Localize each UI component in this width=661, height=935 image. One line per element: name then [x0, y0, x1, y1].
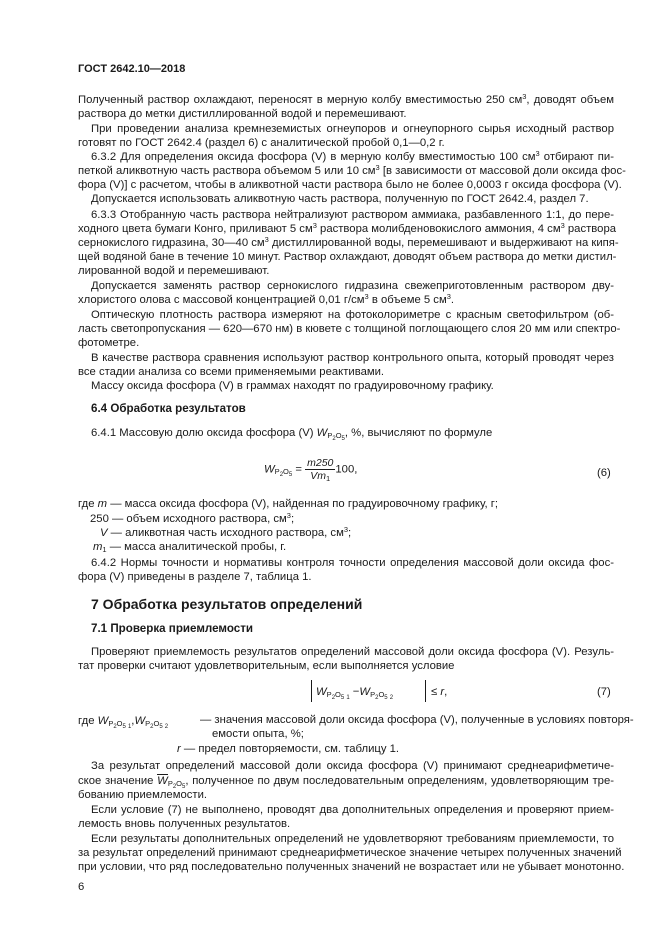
definition-line: $m_1$ — масса аналитической пробы, г.	[93, 541, 287, 554]
abs-bar-right	[425, 680, 426, 702]
paragraph-line: раствора до метки дистиллированной водой и перемешивают.	[78, 108, 407, 120]
paragraph-line: лемость вновь полученных результатов.	[78, 818, 291, 830]
definition-line: где m — масса оксида фосфора (V), найденная по градуировочному графику, г;	[78, 498, 499, 510]
formula-6: $W_{P_2O_5}$ = $\frac{m250}{Vm_1}$ 100,	[264, 457, 358, 483]
definition-line: V — аликвотная часть исходного раствора, $см^3$;	[100, 525, 352, 539]
paragraph-line: 6.3.3 Отобранную часть раствора нейтрализуют раствором аммиака, разбавленного 1:1, до пере-	[91, 209, 614, 221]
abs-bar-left	[311, 680, 312, 702]
definition-line: 250 — объем исходного раствора, $см^3$;	[90, 511, 295, 525]
paragraph-line: фора (V)] с расчетом, чтобы в аликвотной части раствора было не более 0,0003 г оксида фосфора (V).	[78, 179, 622, 191]
paragraph-line: Проверяют приемлемость результатов определений массовой доли оксида фосфора (V). Резуль-	[91, 646, 614, 658]
paragraph-line: щей водяной бане в течение 10 минут. Раствор охлаждают, доводят объем раствора до метки дистил-	[78, 251, 617, 263]
paragraph-line: Если условие (7) не выполнено, проводят два дополнительных определения и проверяют прием-	[91, 804, 614, 816]
paragraph-line: Допускается использовать аликвотную часть раствора, полученную по ГОСТ 2642.4, раздел 7.	[91, 193, 589, 205]
definition-line: r — предел повторяемости, см. таблицу 1.	[177, 743, 400, 755]
paragraph-line: 6.3.2 Для определения оксида фосфора (V) в мерную колбу вместимостью 100 $см^3$ отбирают пи-	[91, 149, 615, 163]
paragraph-line: ское значение $W_{P_2O_5}$, полученное по двум последовательным определениям, удовлетворяющим тре-	[78, 775, 615, 790]
paragraph-line: лированной водой и перемешивают.	[78, 265, 270, 277]
formula-7-rhs: ≤ r,	[431, 686, 448, 698]
paragraph-line: бованию приемлемости.	[78, 789, 208, 801]
paragraph-line: все стадии анализа со всеми применяемыми реактивами.	[78, 366, 385, 378]
paragraph-line: готовят по ГОСТ 2642.4 (раздел 6) с аналитической пробой 0,1—0,2 г.	[78, 137, 445, 149]
section-heading: 6.4 Обработка результатов	[91, 402, 246, 415]
paragraph-line: При проведении анализа кремнеземистых огнеупоров и огнеупорного сырья исходный раствор	[91, 123, 614, 135]
page-number: 6	[78, 881, 85, 893]
fraction: $\frac{m250}{Vm_1}$	[307, 457, 334, 483]
paragraph-line: Оптическую плотность раствора измеряют на фотоколориметре с красным светофильтром (об-	[91, 309, 614, 321]
paragraph-line: 6.4.2 Нормы точности и нормативы контроля точности определения массовой доли оксида фос-	[91, 557, 614, 569]
definition-line: емости опыта, %;	[212, 728, 304, 740]
paragraph-line: петкой аликвотную часть раствора объемом 5 или 10 $см^3$ [в зависимости от массовой доли оксида фос-	[78, 163, 626, 177]
paragraph-line: Если результаты дополнительных определений не удовлетворяют требованиям приемлемости, то	[91, 833, 614, 845]
paragraph-line: В качестве раствора сравнения используют раствор контрольного опыта, который проводят через	[91, 352, 614, 364]
paragraph-line: при условии, что ряд последовательно полученных значений не возрастает или не убывает монотонно.	[78, 861, 625, 873]
paragraph-line: хлористого олова с массовой концентрацией 0,01 $г/см^3$ в объеме 5 $см^3$.	[78, 292, 455, 306]
paragraph-line: тат проверки считают удовлетворительным, если выполняется условие	[78, 660, 455, 672]
paragraph-line: Массу оксида фосфора (V) в граммах находят по градуировочному графику.	[91, 380, 494, 392]
formula-7: $W_{P_2O_5 _1} -W_{P_2O_5 _2}$	[316, 686, 394, 701]
paragraph-line: Полученный раствор охлаждают, переносят в мерную колбу вместимостью 250 $см^3$, доводят объем	[78, 92, 614, 106]
paragraph-line: За результат определений массовой доли оксида фосфора (V) принимают среднеарифметиче-	[91, 760, 614, 772]
section-heading: 7 Обработка результатов определений	[91, 596, 363, 612]
paragraph-line: за результат определений принимают среднеарифметическое значение четырех полученных значений	[78, 847, 622, 859]
paragraph-line: 6.4.1 Массовую долю оксида фосфора (V) $W_{P_2O_5}$, %, вычисляют по формуле	[91, 427, 493, 442]
formula-number: (7)	[597, 686, 611, 698]
definition-line: — значения массовой доли оксида фосфора (V), полученные в условиях повторя-	[200, 714, 634, 726]
paragraph-line: ходного цвета бумаги Конго, приливают 5 $см^3$ раствора молибденовокислого аммония, 4 $см^3$ раствора	[78, 221, 617, 235]
paragraph-line: ласть светопропускания — 620—670 нм) в кювете с толщиной поглощающего слоя 20 мм или спектро-	[78, 323, 621, 335]
subsection-heading: 7.1 Проверка приемлемости	[91, 622, 254, 635]
formula-number: (6)	[597, 467, 611, 479]
paragraph-line: фора (V) приведены в разделе 7, таблица 1.	[78, 571, 312, 583]
paragraph-line: фотометре.	[78, 337, 140, 349]
document-header: ГОСТ 2642.10—2018	[78, 63, 186, 75]
definition-line: где $W_{P_2O_5 _1},W_{P_2O_5 _2}$	[78, 715, 169, 730]
paragraph-line: Допускается заменять раствор сернокислого гидразина свежеприготовленным раствором дву-	[91, 280, 614, 292]
paragraph-line: сернокислого гидразина, 30—40 $см^3$ дистиллированной воды, перемешивают и выдерживают на кипя-	[78, 235, 619, 249]
